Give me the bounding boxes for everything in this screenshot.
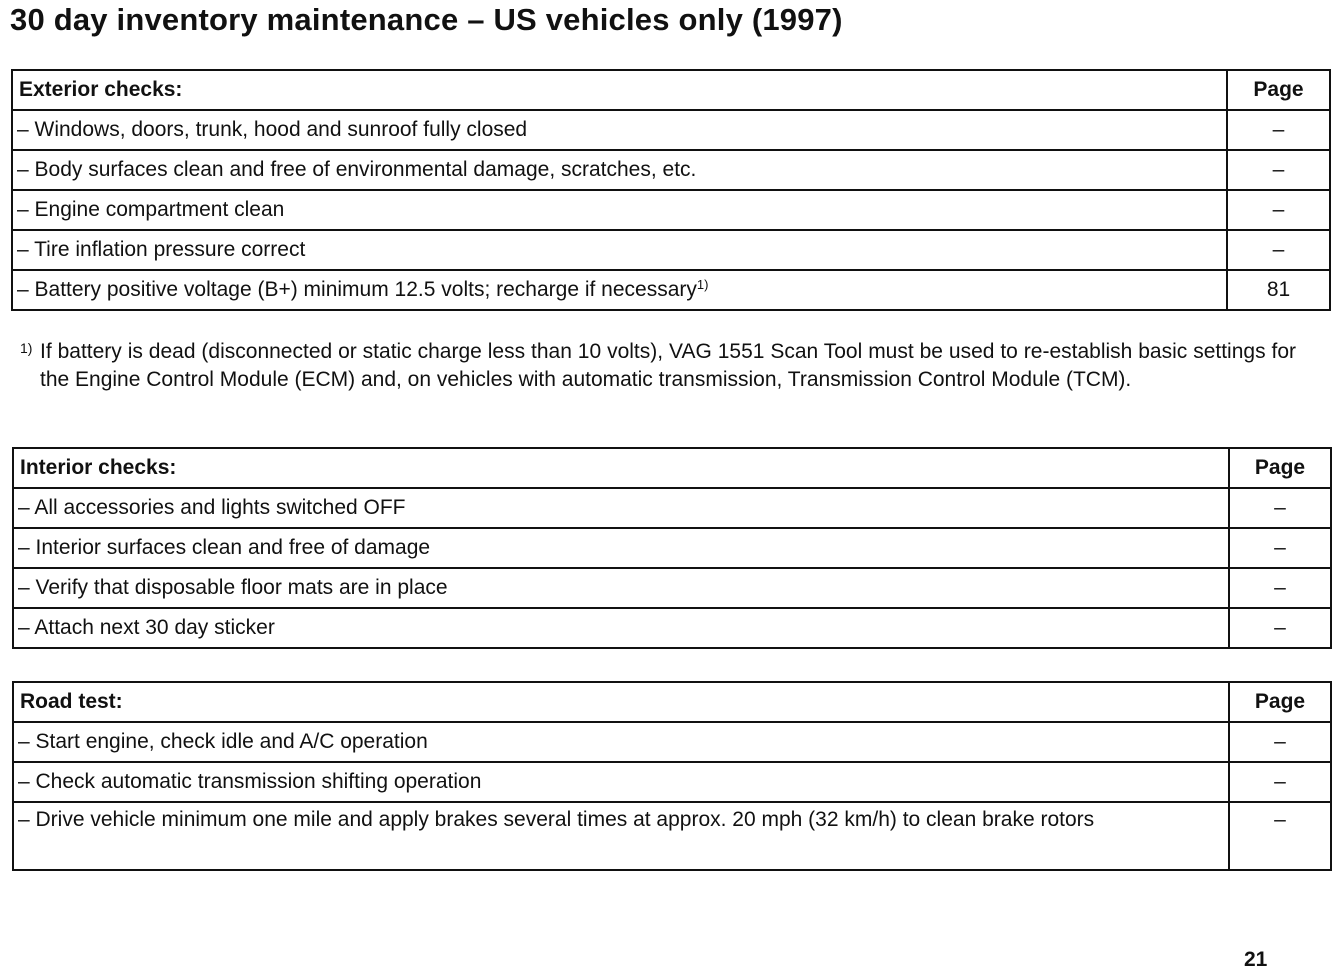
page-ref: –: [1229, 488, 1331, 528]
table-row: [12, 110, 1330, 150]
exterior-heading: Exterior checks:: [12, 70, 1227, 110]
page-column-header: Page: [1229, 448, 1331, 488]
table-row: [13, 722, 1331, 762]
check-item: – Windows, doors, trunk, hood and sunroof fully closed: [12, 110, 1227, 150]
check-item: – Tire inflation pressure correct: [12, 230, 1227, 270]
page-number: 21: [1244, 948, 1268, 971]
footnote-text: If battery is dead (disconnected or static charge less than 10 volts), VAG 1551 Scan Tool must be used to re-establish basic settings for the Engine Control Module (ECM) and, on vehicles with automatic transmission, Transmission Control Module (TCM).: [40, 340, 1296, 391]
table-row: [12, 230, 1330, 270]
page-column-header: Page: [1227, 70, 1330, 110]
page-title: 30 day inventory maintenance – US vehicles only (1997): [10, 2, 843, 37]
page-ref: –: [1227, 230, 1330, 270]
table-row: [12, 190, 1330, 230]
check-item: – Start engine, check idle and A/C operation: [13, 722, 1229, 762]
footnote-reference: 1): [696, 277, 709, 292]
check-item-text: – Drive vehicle minimum one mile and apply brakes several times at approx. 20 mph (32 km/h) to clean brake rotors: [18, 808, 1095, 831]
page-ref: –: [1227, 150, 1330, 190]
page-ref: –: [1229, 802, 1331, 870]
interior-checks-table: [12, 447, 1332, 649]
check-item: – Check automatic transmission shifting operation: [13, 762, 1229, 802]
check-item: – Verify that disposable floor mats are in place: [13, 568, 1229, 608]
footnote: [20, 338, 1296, 394]
check-item-with-footnote: [12, 270, 1227, 310]
check-item: – Interior surfaces clean and free of damage: [13, 528, 1229, 568]
page-ref: –: [1229, 528, 1331, 568]
table-row: [12, 150, 1330, 190]
page-ref: –: [1229, 762, 1331, 802]
road-test-table: [12, 681, 1332, 871]
table-row: [13, 528, 1331, 568]
table-row: [13, 608, 1331, 648]
page-ref: –: [1227, 190, 1330, 230]
interior-heading: Interior checks:: [13, 448, 1229, 488]
exterior-checks-table: [11, 69, 1331, 311]
table-row: [13, 762, 1331, 802]
check-item: – Engine compartment clean: [12, 190, 1227, 230]
check-item: – Attach next 30 day sticker: [13, 608, 1229, 648]
page-ref: –: [1229, 608, 1331, 648]
page-ref: –: [1229, 568, 1331, 608]
check-item: – Body surfaces clean and free of environmental damage, scratches, etc.: [12, 150, 1227, 190]
table-header-row: [12, 70, 1330, 110]
road-test-heading: Road test:: [13, 682, 1229, 722]
check-item: [13, 802, 1229, 870]
page-ref: –: [1227, 110, 1330, 150]
table-header-row: [13, 682, 1331, 722]
table-header-row: [13, 448, 1331, 488]
table-row: [13, 802, 1331, 870]
page-ref: –: [1229, 722, 1331, 762]
table-row: [12, 270, 1330, 310]
footnote-marker: 1): [20, 340, 33, 356]
page-column-header: Page: [1229, 682, 1331, 722]
check-item: – All accessories and lights switched OFF: [13, 488, 1229, 528]
table-row: [13, 488, 1331, 528]
page-ref: 81: [1227, 270, 1330, 310]
check-item-text: – Battery positive voltage (B+) minimum 12.5 volts; recharge if necessary: [17, 278, 697, 301]
table-row: [13, 568, 1331, 608]
